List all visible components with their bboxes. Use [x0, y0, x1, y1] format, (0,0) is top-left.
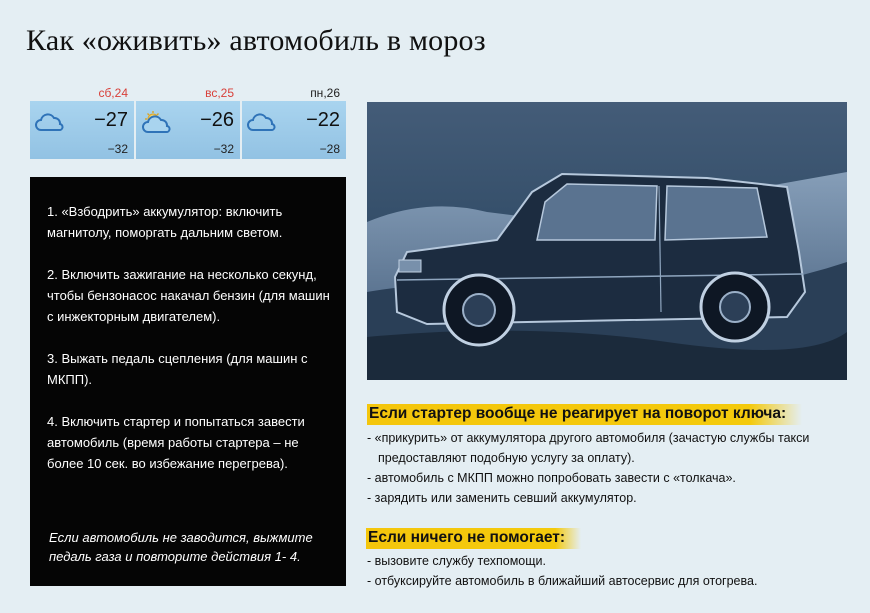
cloud-icon	[246, 111, 278, 135]
weather-temp: −26	[200, 109, 234, 131]
starter-tips-list	[367, 428, 847, 508]
section-heading-starter: Если стартер вообще не реагирует на поворот ключа:	[367, 404, 802, 425]
list-item: - отбуксируйте автомобиль в ближайший автосервис для отогрева.	[367, 574, 758, 588]
list-item: предоставляют подобную услугу за оплату).	[378, 451, 635, 465]
weather-day-sat	[30, 84, 134, 160]
frozen-car-illustration	[367, 102, 847, 380]
sun-cloud-icon	[140, 111, 172, 135]
cloud-icon	[34, 111, 66, 135]
weather-box	[242, 101, 346, 159]
list-item: - автомобиль с МКПП можно попробовать завести с «толкача».	[367, 471, 736, 485]
weather-night-temp: −32	[213, 142, 234, 156]
instructions-panel	[30, 177, 346, 586]
nothing-helps-list	[367, 551, 847, 591]
weather-day-label: сб,24	[98, 86, 128, 100]
weather-forecast	[30, 84, 346, 160]
weather-temp: −22	[306, 109, 340, 131]
steps-list	[47, 201, 333, 495]
list-item: - вызовите службу техпомощи.	[367, 554, 546, 568]
page-title: Как «оживить» автомобиль в мороз	[26, 24, 486, 57]
weather-day-sun	[136, 84, 240, 160]
weather-temp: −27	[94, 109, 128, 131]
weather-box	[136, 101, 240, 159]
step-item: 4. Включить стартер и попытаться завести автомобиль (время работы стартера – не более 10 сек. во избежание перегрева).	[47, 414, 305, 471]
weather-night-temp: −28	[319, 142, 340, 156]
weather-night-temp: −32	[107, 142, 128, 156]
step-item: 3. Выжать педаль сцепления (для машин с МКПП).	[47, 351, 308, 387]
weather-box	[30, 101, 134, 159]
step-item: 2. Включить зажигание на несколько секунд, чтобы бензонасос накачал бензин (для машин с инжекторным двигателем).	[47, 267, 330, 324]
step-item: 1. «Взбодрить» аккумулятор: включить магнитолу, поморгать дальним светом.	[47, 204, 283, 240]
weather-day-mon	[242, 84, 346, 160]
list-item: - «прикурить» от аккумулятора другого автомобиля (зачастую службы такси	[367, 431, 810, 445]
section-heading-nothing-helps: Если ничего не помогает:	[366, 528, 581, 549]
instructions-note: Если автомобиль не заводится, выжмите педаль газа и повторите действия 1- 4.	[49, 530, 313, 564]
weather-day-label: вс,25	[205, 86, 234, 100]
list-item: - зарядить или заменить севший аккумулятор.	[367, 491, 637, 505]
frozen-car-photo	[367, 102, 847, 380]
weather-day-label: пн,26	[310, 86, 340, 100]
